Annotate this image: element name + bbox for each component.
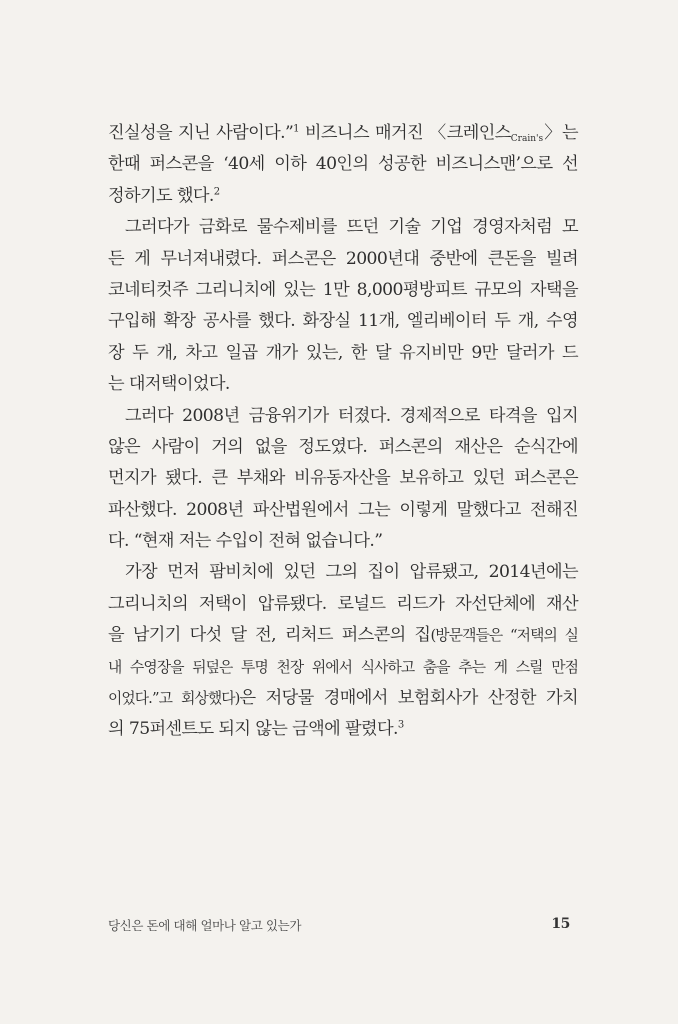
text-line: 한때 퍼스콘을 ‘40세 이하 40인의 성공한 비즈니스맨’으로 선	[108, 154, 578, 175]
text-line: 파산했다. 2008년 파산법원에서 그는 이렇게 말했다고 전해진	[108, 499, 578, 520]
text-line: 가장 먼저 팜비치에 있던 그의 집이 압류됐고, 2014년에는	[125, 562, 578, 583]
text-line: 그러다 2008년 금융위기가 터졌다. 경제적으로 타격을 입지	[125, 405, 578, 426]
page-number: 15	[551, 916, 570, 932]
text-line: 는 대저택이었다.	[108, 374, 230, 395]
running-title: 당신은 돈에 대해 얼마나 알고 있는가	[108, 918, 301, 933]
parenthetical-text: (방문객들은 “저택의 실	[430, 627, 578, 645]
footnote-marker: 3	[397, 719, 404, 731]
page-footer	[108, 916, 570, 934]
text-line: 정하기도 했다.$^2$	[108, 185, 220, 206]
footnote-marker: 1	[293, 123, 299, 135]
text-line: 그러다가 금화로 물수제비를 뜨던 기술 기업 경영자처럼 모	[125, 217, 578, 238]
page-body	[108, 118, 578, 746]
text-line: 그리니치의 저택이 압류됐다. 로널드 리드가 자선단체에 재산	[108, 593, 578, 614]
text-line: 을 남기기 다섯 달 전, 리처드 퍼스콘의 집(방문객들은 “저택의 실	[108, 625, 578, 646]
text-line: 먼지가 됐다. 큰 부채와 비유동자산을 보유하고 있던 퍼스콘은	[108, 468, 578, 489]
text-line: 내 수영장을 뒤덮은 투명 천장 위에서 식사하고 춤을 추는 게 스릴 만점	[108, 658, 578, 676]
text-line: 의 75퍼센트도 되지 않는 금액에 팔렸다.$^3$	[108, 719, 404, 740]
parenthetical-text: 이었다.”고 회상했다)	[108, 690, 240, 708]
footnote-marker: 2	[213, 186, 220, 198]
text-line: 코네티컷주 그리니치에 있는 1만 8,000평방피트 규모의 자택을	[108, 279, 578, 300]
magazine-name-subscript: Crain's	[510, 134, 544, 144]
text-line: 진실성을 지닌 사람이다.”$^1$ 비즈니스 매거진 〈크레인스$_{Crain's}$〉는	[108, 123, 579, 144]
text-line: 이었다.”고 회상했다)은 저당물 경매에서 보험회사가 산정한 가치	[108, 688, 578, 709]
text-line: 다. “현재 저는 수입이 전혀 없습니다.”	[108, 531, 383, 552]
text-line: 않은 사람이 거의 없을 정도였다. 퍼스콘의 재산은 순식간에	[108, 436, 578, 457]
text-line: 장 두 개, 차고 일곱 개가 있는, 한 달 유지비만 9만 달러가 드	[108, 342, 578, 363]
text-line: 구입해 확장 공사를 했다. 화장실 11개, 엘리베이터 두 개, 수영	[108, 311, 578, 332]
text-line: 든 게 무너져내렸다. 퍼스콘은 2000년대 중반에 큰돈을 빌려	[108, 248, 578, 269]
